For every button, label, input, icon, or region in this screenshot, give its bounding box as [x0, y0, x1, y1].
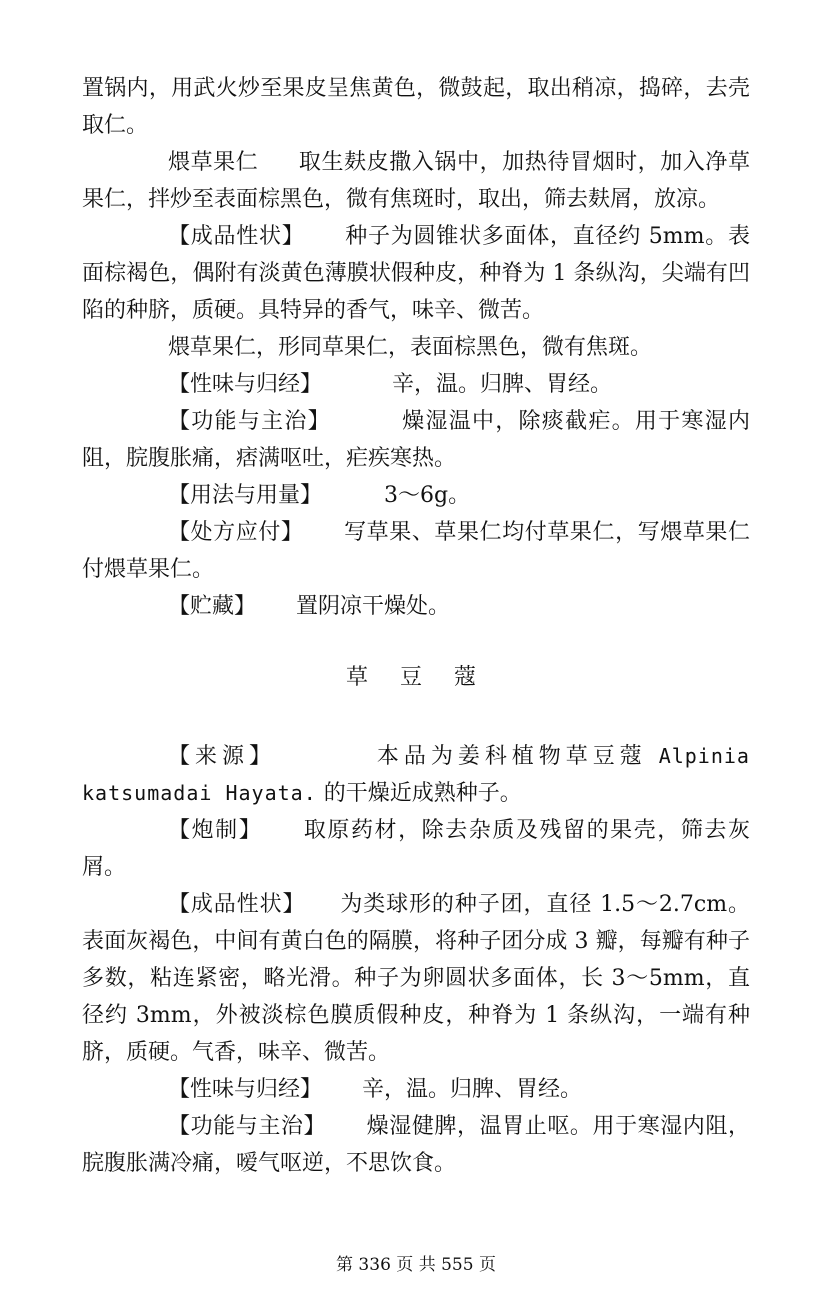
paragraph-product-traits: [82, 218, 750, 329]
paragraph-taste: [82, 366, 750, 403]
paragraph-text: 的干燥近成熟种子。: [323, 781, 522, 806]
section-label: 【处方应付】: [168, 520, 304, 545]
section-label: 【性味与归经】: [168, 1077, 323, 1102]
paragraph-text: 3～6g。: [384, 483, 471, 508]
latin-name: Alpinia: [658, 744, 750, 768]
paragraph-text: 取原药材，除去杂质及残留的果壳，筛去灰屑。: [82, 818, 750, 880]
section-label: 【来源】: [168, 744, 276, 769]
paragraph-text: 写草果、草果仁均付草果仁，写煨草果仁付煨草果仁。: [82, 520, 750, 582]
paragraph-usage: [82, 477, 750, 514]
paragraph-text: 本品为姜科植物草豆蔻: [371, 744, 647, 769]
paragraph-text: 煨草果仁，形同草果仁，表面棕黑色，微有焦斑。: [168, 335, 653, 360]
section-label: 【炮制】: [168, 818, 263, 843]
section-label: 【功能与主治】: [168, 1114, 327, 1139]
paragraph-text: 置阴凉干燥处。: [296, 594, 451, 619]
section-label: 【性味与归经】: [168, 372, 323, 397]
paragraph-text: 置锅内，用武火炒至果皮呈焦黄色，微鼓起，取出稍凉，捣碎，去壳取仁。: [82, 76, 750, 138]
paragraph-function-2: [82, 1108, 750, 1182]
paragraph-text: 辛，温。归脾、胃经。: [392, 372, 613, 397]
paragraph-roasted-traits: [82, 329, 750, 366]
paragraph-function: [82, 403, 750, 477]
paragraph-traits: [82, 886, 750, 1071]
section-title: 草豆蔻: [345, 665, 508, 690]
section-label: 【功能与主治】: [168, 409, 331, 434]
section-label: 【成品性状】: [168, 892, 306, 917]
latin-name: katsumadai Hayata.: [82, 781, 317, 805]
paragraph-processing: [82, 812, 750, 886]
section-label: 【用法与用量】: [168, 483, 323, 508]
paragraph-prescription: [82, 514, 750, 588]
section-label: 【成品性状】: [168, 224, 305, 249]
item-heading: 煨草果仁: [168, 150, 259, 175]
paragraph-storage: [82, 588, 750, 625]
document-page: [82, 70, 750, 1182]
paragraph-text: 取生麸皮撒入锅中，加热待冒烟时，加入净草果仁，拌炒至表面棕黑色，微有焦斑时，取出，筛去麸屑，放凉。: [82, 150, 750, 212]
paragraph-text: 燥湿温中，除痰截疟。用于寒湿内阻，脘腹胀痛，痞满呕吐，疟疾寒热。: [82, 409, 750, 471]
paragraph-processing-cont: [82, 70, 750, 144]
paragraph-text: 为类球形的种子团，直径 1.5～2.7cm。表面灰褐色，中间有黄白色的隔膜，将种子团分成 3 瓣，每瓣有种子多数，粘连紧密，略光滑。种子为卵圆状多面体，长 3～5mm，直径约 3mm，外被淡棕色膜质假种皮，种脊为 1 条纵沟，一端有种脐，质硬。气香，味辛、微苦。: [82, 892, 750, 1065]
paragraph-text: 燥湿健脾，温胃止呕。用于寒湿内阻，脘腹胀满冷痛，嗳气呕逆，不思饮食。: [82, 1114, 750, 1176]
section-label: 【贮藏】: [168, 594, 257, 619]
paragraph-text: 种子为圆锥状多面体，直径约 5mm。表面棕褐色，偶附有淡黄色薄膜状假种皮，种脊为 1 条纵沟，尖端有凹陷的种脐，质硬。具特异的香气，味辛、微苦。: [82, 224, 750, 323]
paragraph-roasted-method: [82, 144, 750, 218]
page-number-footer: 第 336 页 共 555 页: [336, 1255, 496, 1275]
paragraph-text: 辛，温。归脾、胃经。: [362, 1077, 583, 1102]
paragraph-taste-2: [82, 1071, 750, 1108]
paragraph-source: [82, 738, 750, 812]
